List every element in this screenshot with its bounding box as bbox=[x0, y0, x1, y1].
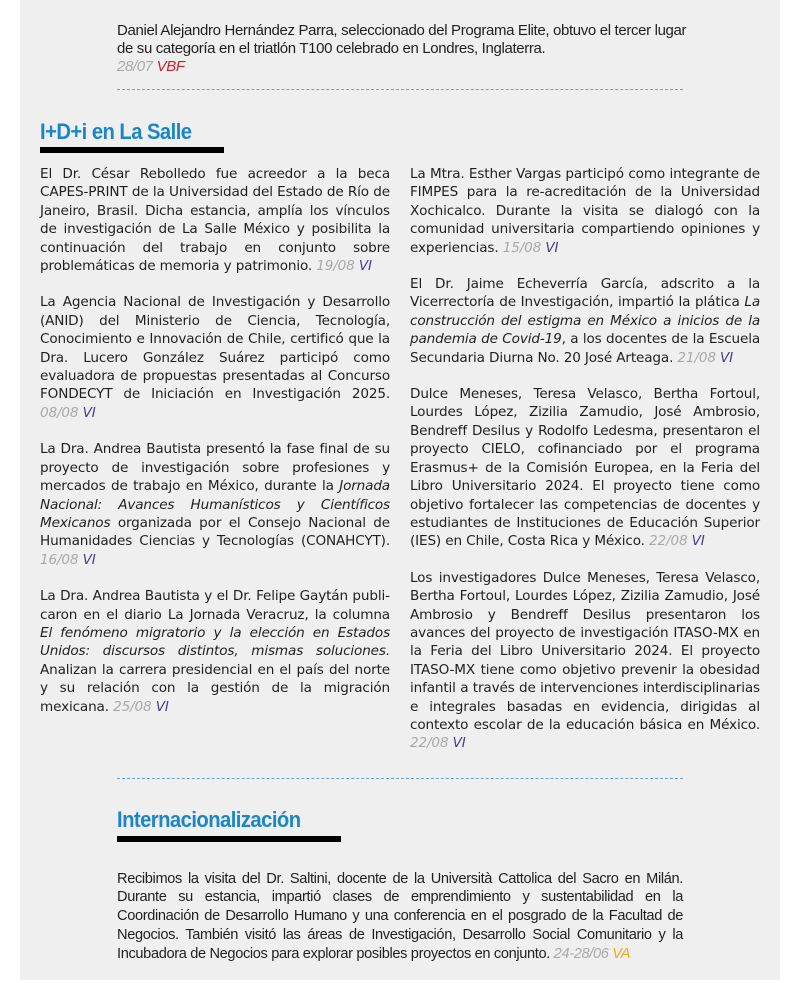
news-text: Los investigadores Dulce Meneses, Teresa Velasco, Bertha Fortoul, Lourdes López, Zizilia Zamudio, José Ambrosio y Bendreff Desilus presentaron los avances del proyecto de investigación ITASO-MX en la Feria del Libro Universitario 2024. El proyecto ITASO-MX tiene como objetivo prevenir la obesidad infantil a través de intervenciones interdisciplinarias e integrales basadas en evidencia, dirigidas al contexto escolar de la educación básica en México. bbox=[410, 569, 760, 733]
news-item bbox=[40, 587, 390, 716]
news-text: El Dr. César Rebolledo fue acreedor a la beca CAPES-PRINT de la Universidad del Estado de Río de Janeiro, Brasil. Dicha estancia, amplía los vínculos de investigación de La Salle México y posibilita la continuación del trabajo en conjunto sobre problemáticas de memoria y patrimonio. bbox=[40, 166, 390, 275]
news-text: Daniel Alejandro Hernández Parra, seleccionado del Programa Elite, obtuvo el tercer lugar de su categoría en el triatlón T100 celebrado en Londres, Inglaterra. bbox=[117, 22, 687, 57]
dotted-separator bbox=[117, 778, 683, 779]
news-text: Analizan la carrera presidencial en el país del norte y su relación con la gestión de la migración mexicana. bbox=[40, 661, 390, 715]
news-item bbox=[40, 165, 390, 275]
news-text: La Agencia Nacional de Investigación y Desarrollo (ANID) del Ministerio de Ciencia, Tecnología, Conocimiento e Innovación de Chile, certificó que la Dra. Lucero González Suárez participó como evaluadora de propuestas presentadas al Concurso FONDECYT de Iniciación en Investigación 2025. bbox=[40, 294, 390, 403]
news-tag: VI bbox=[82, 404, 96, 421]
news-tag: VI bbox=[82, 551, 96, 568]
news-date: 21/08 bbox=[677, 349, 716, 366]
news-text: , a los docentes de la Escuela Secundaria Diurna No. 20 José Arteaga. bbox=[410, 331, 761, 366]
news-item-internacionalizacion bbox=[117, 870, 683, 964]
news-item bbox=[410, 569, 760, 753]
news-date: 22/08 bbox=[410, 735, 449, 752]
news-item bbox=[410, 275, 760, 367]
news-tag: VI bbox=[545, 239, 559, 256]
section-title-internacionalizacion: Internacionalización bbox=[117, 807, 301, 832]
news-text: La Dra. Andrea Bautista presentó la fase final de su proyecto de investigación sobre profesiones y mercados de trabajo en México, durante la bbox=[40, 441, 390, 495]
news-date: 16/08 bbox=[40, 551, 79, 568]
news-date: 25/08 bbox=[113, 698, 152, 715]
section-title-underline bbox=[40, 147, 224, 153]
news-date: 15/08 bbox=[502, 239, 542, 256]
news-item bbox=[40, 440, 390, 569]
idi-right-column bbox=[410, 165, 760, 771]
news-item bbox=[410, 165, 760, 257]
news-text: organizada por el Consejo Nacional de Humanidades Ciencias y Tecnologías (CONAHCYT). bbox=[40, 514, 390, 550]
news-date: 19/08 bbox=[316, 258, 355, 275]
news-text: La Dra. Andrea Bautista y el Dr. Felipe Gaytán publicaron en el diario La Jornada Veracruz, la columna bbox=[40, 588, 390, 623]
news-text-italic: Jornada Nacional: Avances Humanísticos y Científicos Mexicanos bbox=[40, 478, 390, 531]
news-text: Dulce Meneses, Teresa Velasco, Bertha Fortoul, Lourdes López, Zizilia Zamudio, José Ambrosio, Bendreff Desilus y Rodolfo Ledesma, presentaron el proyecto CIELO, cofinanciado por el programa Erasmus+ de la Comisión Europea, en la Feria del Libro Universitario 2024. El proyecto tiene como objetivo fortalecer las competencias de docentes y estudiantes de Instituciones de Educación Superior (IES) en Chile, Costa Rica y México. bbox=[410, 386, 760, 550]
news-text-italic: El fenómeno migratorio y la elección en Estados Unidos: discursos distintos, mismas soluciones. bbox=[40, 624, 390, 660]
news-item bbox=[410, 385, 760, 551]
news-date: 28/07 bbox=[117, 58, 153, 75]
news-text: La Mtra. Esther Vargas participó como integrante de FIMPES para la re-acreditación de la Universidad Xochicalco. Durante la visita se dialogó con la comunidad universitaria compartiendo opiniones y experiencias. bbox=[410, 166, 760, 256]
news-tag: VA bbox=[612, 945, 631, 962]
news-text-italic: La construcción del estigma en México a inicios de la pandemia de Covid-19 bbox=[410, 294, 760, 348]
news-tag: VI bbox=[452, 735, 466, 752]
news-text: Recibimos la visita del Dr. Saltini, docente de la Università Cattolica del Sacro en Milán. Durante su estancia, impartió clases de emprendimiento y sustentabilidad en la Coordinación de Desarrollo Humano y una conferencia en el posgrado de la Facultad de Negocios. También visitó las áreas de Investigación, Desarrollo Social Comunitario y la Incubadora de Negocios para explorar posibles proyectos en conjunto. bbox=[117, 870, 683, 962]
section-title-idi: I+D+i en La Salle bbox=[40, 119, 192, 144]
section-title-underline bbox=[117, 836, 341, 842]
news-tag: VI bbox=[358, 258, 372, 275]
idi-left-column bbox=[40, 165, 390, 734]
news-date: 24-28/06 bbox=[553, 945, 609, 962]
dotted-separator bbox=[117, 89, 683, 90]
news-tag: VBF bbox=[156, 58, 185, 75]
news-item bbox=[40, 293, 390, 422]
news-item-top bbox=[117, 22, 697, 76]
news-tag: VI bbox=[720, 349, 734, 366]
news-date: 22/08 bbox=[649, 533, 688, 550]
news-tag: VI bbox=[155, 698, 169, 715]
news-text: El Dr. Jaime Echeverría García, adscrito a la Vicerrectoría de Investigación, impartió la plática bbox=[410, 276, 760, 311]
news-date: 08/08 bbox=[40, 404, 79, 421]
news-tag: VI bbox=[691, 533, 705, 550]
